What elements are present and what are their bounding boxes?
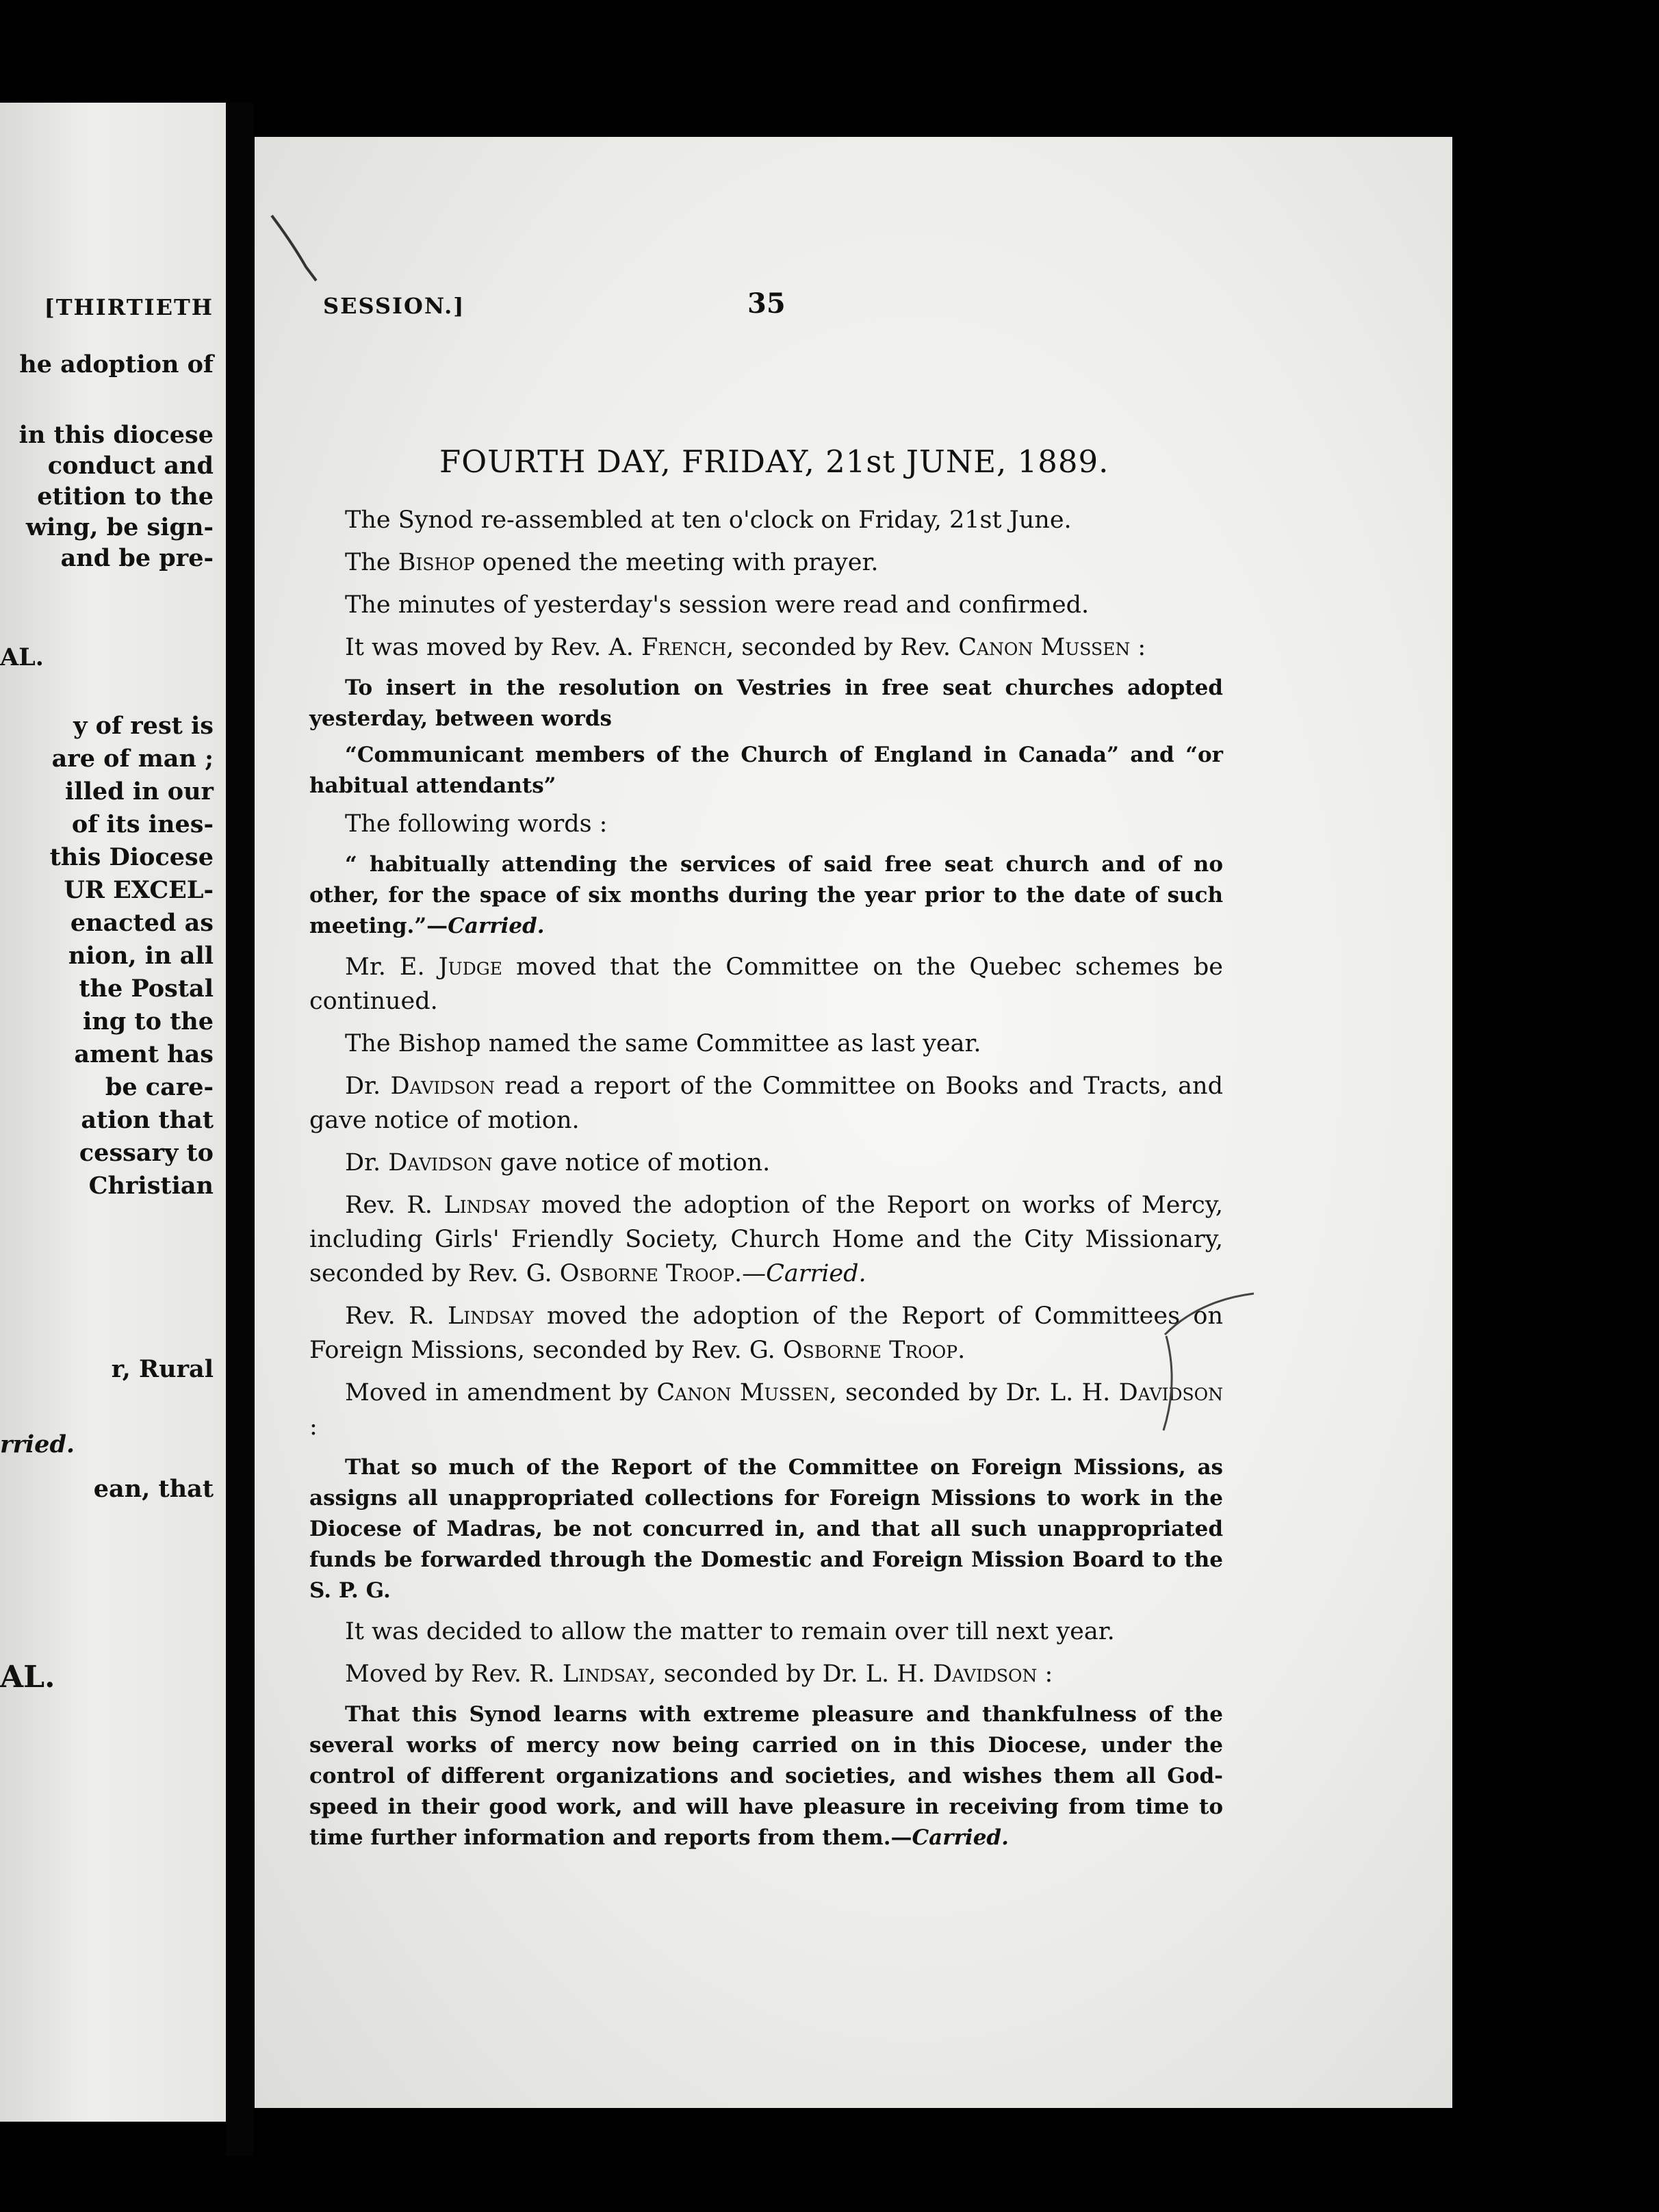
left-line: in this diocese	[18, 421, 214, 449]
left-line: Christian	[88, 1172, 214, 1200]
paragraph: Rev. R. Lindsay moved the adoption of the Report of Committees on Foreign Missions, seconded by Rev. G. Osborne Troop.	[309, 1302, 1223, 1364]
left-line: rried.	[0, 1430, 75, 1458]
left-line: he adoption of	[19, 350, 214, 378]
left-line: y of rest is	[73, 712, 214, 740]
paragraph: Dr. Davidson gave notice of motion.	[345, 1149, 771, 1176]
left-line: etition to the	[37, 483, 214, 511]
left-line: the Postal	[79, 975, 214, 1003]
left-line: cessary to	[79, 1139, 214, 1167]
left-running-head: [THIRTIETH	[44, 294, 214, 320]
pen-stroke-mark	[1158, 1259, 1268, 1437]
left-line: ation that	[81, 1106, 214, 1134]
left-line: nion, in all	[68, 942, 214, 970]
previous-page-fragment	[0, 103, 226, 2122]
paragraph: To insert in the resolution on Vestries in free seat churches adopted yesterday, between words	[309, 676, 1223, 731]
left-line: ean, that	[93, 1475, 214, 1503]
left-line: ament has	[74, 1040, 214, 1068]
paragraph: “ habitually attending the services of said free seat church and of no other, for the space of six months during the year prior to the date of such meeting.”—Carried.	[309, 852, 1223, 938]
left-line: and be pre-	[60, 544, 214, 572]
paragraph: The Bishop named the same Committee as last year.	[345, 1030, 981, 1057]
page-35	[255, 137, 1452, 2108]
left-line: r, Rural	[111, 1355, 214, 1383]
paragraph: That so much of the Report of the Committee on Foreign Missions, as assigns all unappropriated collections for Foreign Missions to work in the Diocese of Madras, be not concurred in, and that all such unappropriated funds be forwarded through the Domestic and Foreign Mission Board to the S. P. G.	[309, 1455, 1223, 1603]
paragraph: Moved by Rev. R. Lindsay, seconded by Dr. L. H. Davidson :	[345, 1660, 1053, 1688]
paragraph: That this Synod learns with extreme pleasure and thankfulness of the several works of mercy now being carried on in this Diocese, under the control of different organizations and societies, and wishes them all God-speed in their good work, and will have pleasure in receiving from time to time further information and reports from them.—Carried.	[309, 1702, 1223, 1850]
paragraph: “Communicant members of the Church of England in Canada” and “or habitual attendants”	[309, 743, 1223, 798]
left-line: enacted as	[70, 909, 214, 937]
left-line: be care-	[105, 1073, 214, 1101]
page-number: 35	[747, 287, 786, 320]
paragraph: The Bishop opened the meeting with prayer.	[345, 549, 879, 576]
pen-stroke-mark	[268, 212, 323, 287]
paragraph: Moved in amendment by Canon Mussen, seconded by Dr. L. H. Davidson :	[309, 1379, 1224, 1441]
paragraph: The minutes of yesterday's session were read and confirmed.	[345, 591, 1090, 619]
left-line: UR EXCEL-	[64, 876, 214, 904]
left-line: wing, be sign-	[25, 513, 214, 541]
paragraph: It was decided to allow the matter to remain over till next year.	[345, 1618, 1115, 1645]
paragraph: Mr. E. Judge moved that the Committee on the Quebec schemes be continued.	[309, 953, 1223, 1015]
paragraph: Dr. Davidson read a report of the Committee on Books and Tracts, and gave notice of motion.	[309, 1072, 1223, 1134]
page-title: FOURTH DAY, FRIDAY, 21st JUNE, 1889.	[439, 443, 1109, 480]
paragraph: The following words :	[345, 810, 608, 838]
left-line: AL.	[0, 1660, 55, 1695]
paragraph: The Synod re-assembled at ten o'clock on Friday, 21st June.	[345, 506, 1072, 534]
paragraph: Rev. R. Lindsay moved the adoption of the Report on works of Mercy, including Girls' Friendly Society, Church Home and the City Missionary, seconded by Rev. G. Osborne Troop.—Carried.	[309, 1192, 1223, 1287]
left-line: of its ines-	[71, 810, 214, 838]
left-line: conduct and	[47, 452, 214, 480]
minutes-body	[309, 503, 1223, 1862]
left-line: AL.	[0, 643, 44, 671]
left-line: are of man ;	[51, 745, 214, 773]
page-gutter	[226, 103, 253, 2156]
left-line: this Diocese	[49, 843, 214, 871]
running-head: SESSION.]	[323, 293, 465, 319]
left-line: ing to the	[83, 1007, 214, 1036]
paragraph: It was moved by Rev. A. French, seconded by Rev. Canon Mussen :	[345, 634, 1146, 661]
left-line: illed in our	[65, 777, 214, 806]
